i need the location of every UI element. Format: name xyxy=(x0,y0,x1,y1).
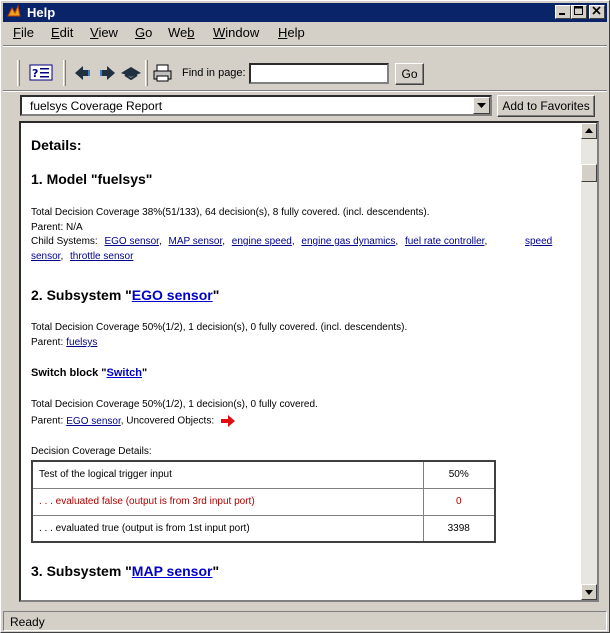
switch-block-heading xyxy=(31,367,147,379)
section2-parent xyxy=(31,337,97,348)
section2-parent-label: Parent: xyxy=(31,337,64,348)
child-systems-line: Child Systems: EGO sensor, MAP sensor, engine speed, engine gas dynamics, fuel rate controller, xyxy=(31,236,488,247)
menu-web-pre: We xyxy=(168,25,188,40)
section2-heading xyxy=(31,287,219,303)
row-label: . . . evaluated false (output is from 3rd input port) xyxy=(32,488,423,515)
link-fuelsys[interactable]: fuelsys xyxy=(66,337,98,348)
menu-view[interactable] xyxy=(90,25,118,40)
link-engine-speed[interactable]: engine speed xyxy=(231,236,292,247)
link-map-sensor[interactable]: MAP sensor xyxy=(168,236,223,247)
status-text: Ready xyxy=(10,615,45,629)
link-speed-sensor-part2[interactable]: sensor xyxy=(31,251,61,262)
menu-view-rest: iew xyxy=(98,25,118,40)
page-select-value: fuelsys Coverage Report xyxy=(30,99,163,113)
print-icon[interactable] xyxy=(151,63,175,83)
menu-edit-rest: dit xyxy=(59,25,74,40)
window-title: Help xyxy=(27,5,56,20)
scroll-down-button[interactable] xyxy=(581,584,597,600)
toolbar-grip-3 xyxy=(145,60,148,86)
link-fuel-rate-controller[interactable]: fuel rate controller xyxy=(404,236,485,247)
switch-coverage: Total Decision Coverage 50%(1/2), 1 decision(s), 0 fully covered. xyxy=(31,399,318,410)
section1-coverage: Total Decision Coverage 38%(51/133), 64 decision(s), 8 fully covered. (incl. descendents). xyxy=(31,207,430,218)
child-systems-label: Child Systems: xyxy=(31,236,98,247)
row-value: 50% xyxy=(423,461,495,488)
menu-edit[interactable] xyxy=(51,25,73,40)
table-row xyxy=(32,461,495,488)
row-value: 0 xyxy=(423,488,495,515)
add-to-favorites-button[interactable]: Add to Favorites xyxy=(497,95,595,117)
child-systems-line2: sensor, throttle sensor xyxy=(31,251,134,262)
section1-heading: 1. Model "fuelsys" xyxy=(31,171,153,187)
find-label: Find in page: xyxy=(182,67,246,79)
menu-file-key: F xyxy=(13,25,21,40)
menu-bar xyxy=(3,23,607,43)
section3-heading-link[interactable]: MAP sensor xyxy=(131,563,213,579)
maximize-icon xyxy=(574,6,584,16)
chevron-down-icon xyxy=(474,98,489,113)
section2-coverage: Total Decision Coverage 50%(1/2), 1 decision(s), 0 fully covered. (incl. descendents). xyxy=(31,322,408,333)
menu-edit-key: E xyxy=(51,25,60,40)
arrow-down-icon xyxy=(582,585,596,599)
section3-heading xyxy=(31,563,219,579)
menu-window-key: W xyxy=(213,25,226,40)
page-select[interactable] xyxy=(20,95,492,116)
menu-go-rest: o xyxy=(145,25,153,40)
decision-coverage-table xyxy=(31,460,496,543)
menu-view-key: V xyxy=(90,25,99,40)
row-value: 3398 xyxy=(423,515,495,542)
menu-window[interactable] xyxy=(213,25,259,40)
section3-heading-prefix: 3. Subsystem " xyxy=(31,563,132,579)
status-bar xyxy=(3,611,607,631)
decision-coverage-details-label: Decision Coverage Details: xyxy=(31,446,152,457)
section2-heading-prefix: 2. Subsystem " xyxy=(31,287,132,303)
switch-parent xyxy=(31,415,235,427)
menu-web[interactable] xyxy=(168,25,195,40)
section1-parent: Parent: N/A xyxy=(31,222,83,233)
table-row xyxy=(32,488,495,515)
dropdown-button[interactable] xyxy=(473,97,490,114)
toolbar xyxy=(3,57,607,89)
toolbar-grip-2 xyxy=(63,60,66,86)
arrow-up-icon xyxy=(582,124,596,138)
switch-heading-suffix: " xyxy=(141,367,148,379)
table-row xyxy=(32,515,495,542)
menu-help[interactable] xyxy=(278,25,305,40)
forward-arrow-icon[interactable] xyxy=(95,63,119,83)
toolbar-separator xyxy=(3,90,607,92)
menu-file[interactable] xyxy=(13,25,34,40)
maximize-button[interactable] xyxy=(571,5,587,19)
help-topics-icon[interactable] xyxy=(29,63,53,83)
menu-web-key: b xyxy=(187,25,195,40)
row-label: . . . evaluated true (output is from 1st input port) xyxy=(32,515,423,542)
scroll-thumb[interactable] xyxy=(581,164,597,182)
uncovered-objects-label: , Uncovered Objects: xyxy=(120,415,215,427)
switch-heading-prefix: Switch block " xyxy=(31,367,107,379)
link-engine-gas-dynamics[interactable]: engine gas dynamics xyxy=(301,236,396,247)
close-icon xyxy=(592,6,602,16)
switch-parent-label: Parent: xyxy=(31,415,64,427)
scroll-up-button[interactable] xyxy=(581,123,597,139)
minimize-icon xyxy=(558,6,568,16)
menu-file-rest: ile xyxy=(20,25,34,40)
section2-heading-suffix: " xyxy=(212,287,220,303)
menu-help-rest: elp xyxy=(287,25,305,40)
menu-help-key: H xyxy=(278,25,288,40)
toolbar-grip[interactable] xyxy=(17,60,20,86)
link-speed-sensor-part1[interactable]: speed xyxy=(525,236,553,247)
vertical-scrollbar[interactable] xyxy=(581,123,597,600)
close-button[interactable] xyxy=(589,5,605,19)
details-heading: Details: xyxy=(31,137,82,153)
find-input[interactable] xyxy=(249,63,389,84)
svg-text:?: ? xyxy=(32,67,39,80)
link-ego-sensor[interactable]: EGO sensor xyxy=(104,236,159,247)
section3-heading-suffix: " xyxy=(212,563,220,579)
speed-sensor-line1 xyxy=(525,236,552,247)
menu-go-key: G xyxy=(135,25,146,40)
section2-heading-link[interactable]: EGO sensor xyxy=(131,287,213,303)
home-icon[interactable] xyxy=(119,63,143,83)
link-throttle-sensor[interactable]: throttle sensor xyxy=(70,251,134,262)
go-button[interactable]: Go xyxy=(395,63,424,85)
menu-separator xyxy=(3,45,607,47)
minimize-button[interactable] xyxy=(555,5,571,19)
matlab-logo-icon xyxy=(6,4,22,20)
back-arrow-icon[interactable] xyxy=(71,63,95,83)
row-label: Test of the logical trigger input xyxy=(32,461,423,488)
menu-go[interactable] xyxy=(135,25,152,40)
uncovered-objects-arrow-icon[interactable] xyxy=(221,415,235,427)
switch-heading-link[interactable]: Switch xyxy=(106,367,142,379)
report-content xyxy=(19,121,599,602)
title-bar[interactable] xyxy=(3,3,607,22)
link-ego-sensor-parent[interactable]: EGO sensor xyxy=(66,415,121,427)
menu-window-rest: indow xyxy=(225,25,260,40)
